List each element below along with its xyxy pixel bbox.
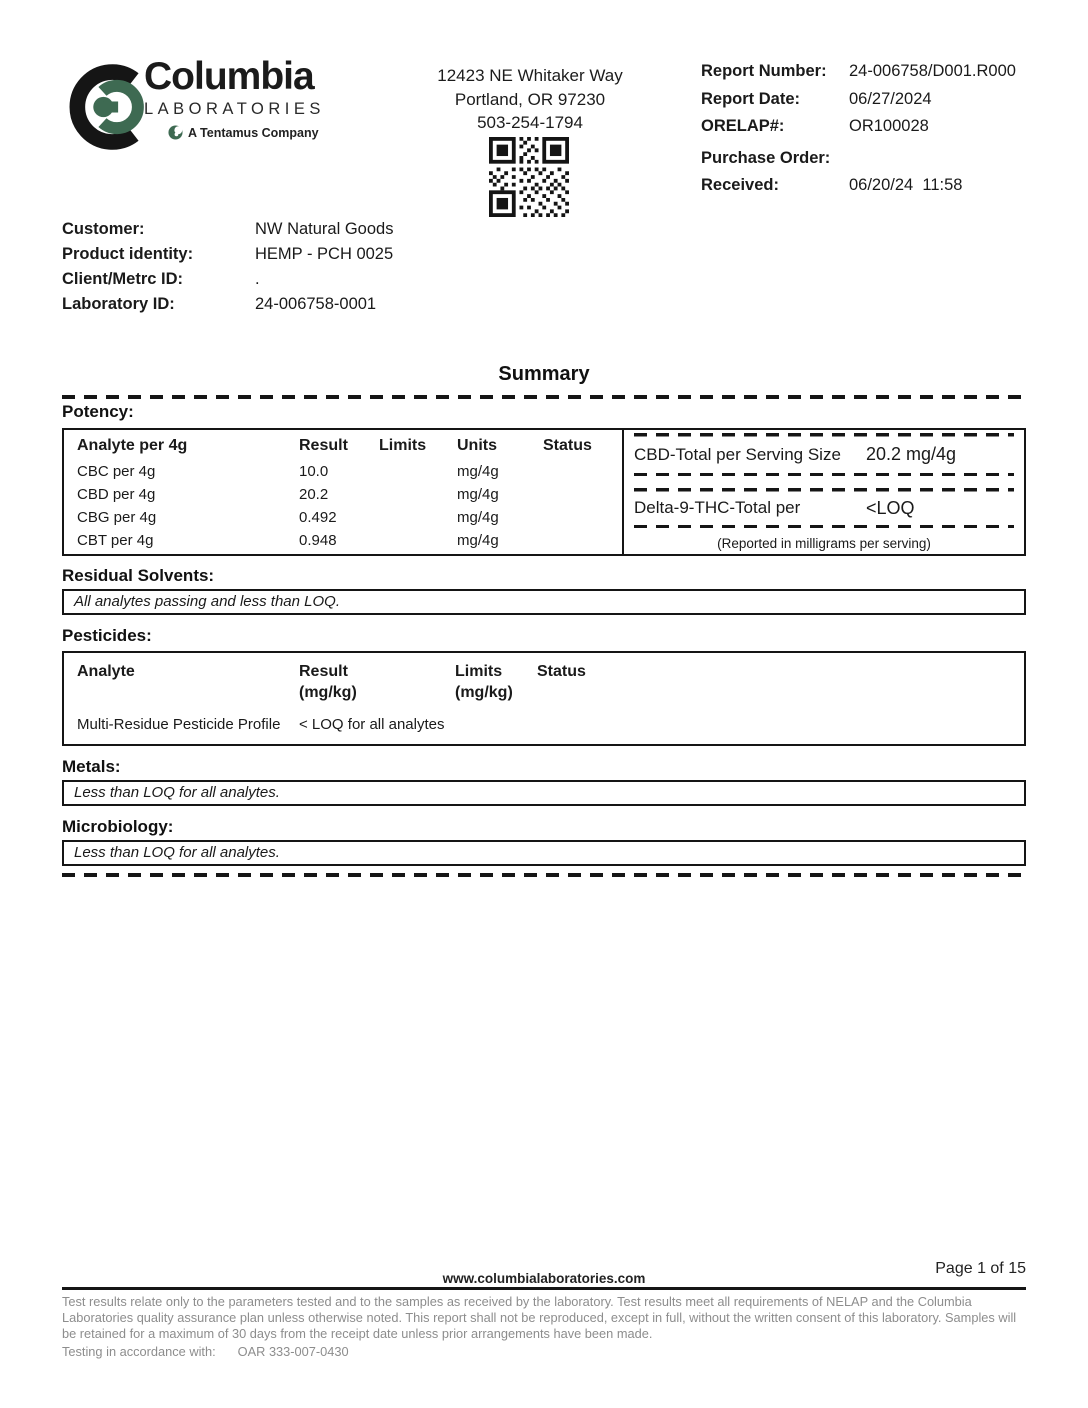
report-number-label: Report Number: (701, 62, 827, 80)
units-cell: mg/4g (457, 486, 499, 503)
page-number: Page 1 of 15 (935, 1260, 1026, 1277)
status-cell (543, 463, 622, 486)
qr-code-icon (489, 137, 569, 217)
potency-col-status: Status (543, 437, 592, 454)
dashed-divider-top (62, 395, 1026, 399)
purchase-order-label: Purchase Order: (701, 148, 831, 167)
analyte-cell: Multi-Residue Pesticide Profile (77, 716, 281, 733)
purchase-order-row (701, 149, 1031, 177)
cbd-total-row (634, 433, 1014, 476)
address-line1: 12423 NE Whitaker Way (437, 66, 623, 85)
potency-col-units: Units (457, 437, 497, 454)
address-line2: Portland, OR 97230 (454, 89, 606, 109)
footer (62, 1260, 1026, 1359)
limits-cell (455, 716, 537, 733)
table-row (77, 509, 622, 532)
accordance-label: Testing in accordance with: (62, 1344, 216, 1360)
metrc-id-value: . (255, 270, 260, 288)
orelap-row (701, 117, 1031, 145)
table-row (77, 486, 622, 509)
customer-row (62, 220, 562, 245)
potency-table (62, 428, 1026, 556)
pesticides-table (62, 651, 1026, 746)
tentamus-icon (168, 125, 183, 140)
accordance-row (62, 1344, 1026, 1359)
columbia-c-logo-icon (62, 61, 154, 153)
residual-solvents-heading: Residual Solvents: (62, 566, 215, 585)
metals-result: Less than LOQ for all analytes. (62, 780, 1026, 806)
orelap-label: ORELAP#: (701, 117, 785, 135)
summary-section (62, 363, 1026, 877)
report-date-value: 06/27/2024 (849, 89, 932, 108)
pest-col-status: Status (537, 663, 586, 680)
brand-tagline: A Tentamus Company (188, 125, 319, 140)
summary-title: Summary (498, 363, 590, 385)
limits-cell (379, 532, 457, 555)
result-cell: 10.0 (299, 463, 329, 480)
product-identity-row (62, 245, 562, 270)
potency-heading: Potency: (62, 402, 134, 421)
result-cell: 20.2 (299, 486, 329, 503)
received-label: Received: (701, 176, 779, 194)
table-row (77, 716, 1024, 733)
result-cell: < LOQ for all analytes (299, 716, 445, 733)
report-number-value: 24-006758/D001.R000 (849, 62, 1016, 80)
limits-cell (379, 486, 457, 509)
customer-label: Customer: (62, 220, 145, 238)
brand-name: Columbia (144, 55, 314, 98)
pest-col-limits: Limits (mg/kg) (455, 663, 513, 701)
status-cell (543, 532, 622, 555)
report-date-label: Report Date: (701, 89, 801, 108)
potency-header-row (77, 437, 622, 463)
potency-col-analyte: Analyte per 4g (77, 437, 188, 454)
lab-address (398, 64, 662, 135)
pest-col-analyte: Analyte (77, 663, 135, 680)
status-cell (543, 509, 622, 532)
laboratory-id-row (62, 295, 562, 320)
accordance-value: OAR 333-007-0430 (237, 1344, 349, 1360)
units-cell: mg/4g (457, 532, 499, 549)
pesticides-header-row (77, 661, 1024, 703)
table-row (77, 463, 622, 486)
address-phone: 503-254-1794 (477, 113, 583, 132)
thc-total-label: Delta-9-THC-Total per (634, 498, 801, 517)
metrc-id-label: Client/Metrc ID: (62, 270, 184, 288)
cbd-total-value: 20.2 mg/4g (866, 444, 957, 464)
pesticides-heading: Pesticides: (62, 626, 152, 645)
thc-total-row (634, 488, 1014, 528)
disclaimer-text: Test results relate only to the parameters tested and to the samples as received by the laboratory. Test results meet all requirements of NELAP and the Columbia Laboratories quality assurance plan unless otherwise noted. This report shall not be reproduced, except in full, without the written consent of this laboratory. Samples will be retained for a maximum of 30 days from the receipt date unless prior arrangements have been made. (62, 1294, 1017, 1341)
analyte-cell: CBG per 4g (77, 509, 157, 526)
limits-cell (379, 509, 457, 532)
microbiology-heading: Microbiology: (62, 817, 174, 836)
laboratory-id-label: Laboratory ID: (62, 295, 175, 313)
brand-subtitle: LABORATORIES (144, 100, 325, 118)
thc-total-value: <LOQ (866, 497, 915, 518)
report-number-row (701, 62, 1031, 90)
product-identity-label: Product identity: (62, 245, 194, 263)
residual-solvents-result: All analytes passing and less than LOQ. (62, 589, 1026, 615)
metrc-id-row (62, 270, 562, 295)
units-cell: mg/4g (457, 463, 499, 480)
result-cell: 0.948 (299, 532, 337, 549)
result-cell: 0.492 (299, 509, 337, 526)
potency-col-result: Result (299, 437, 348, 454)
analyte-cell: CBT per 4g (77, 532, 154, 549)
table-row (77, 532, 622, 555)
pest-col-result: Result (mg/kg) (299, 663, 357, 701)
product-identity-value: HEMP - PCH 0025 (255, 245, 394, 263)
status-cell (537, 716, 1024, 733)
report-info (701, 62, 1031, 204)
orelap-value: OR100028 (849, 117, 929, 135)
website-url: www.columbialaboratories.com (442, 1271, 646, 1286)
limits-cell (379, 463, 457, 486)
cbd-total-label: CBD-Total per Serving Size (634, 444, 841, 464)
report-date-row (701, 90, 1031, 118)
received-value: 06/20/24 11:58 (849, 176, 963, 194)
metals-heading: Metals: (62, 757, 121, 776)
potency-col-limits: Limits (379, 437, 427, 454)
totals-note: (Reported in milligrams per serving) (717, 536, 931, 551)
laboratory-id-value: 24-006758-0001 (255, 295, 377, 313)
analyte-cell: CBC per 4g (77, 463, 156, 480)
customer-info (62, 220, 562, 320)
microbiology-result: Less than LOQ for all analytes. (62, 840, 1026, 866)
received-row (701, 176, 1031, 204)
analyte-cell: CBD per 4g (77, 486, 156, 503)
status-cell (543, 486, 622, 509)
units-cell: mg/4g (457, 509, 499, 526)
totals-panel (622, 430, 1024, 554)
dashed-divider-bottom (62, 873, 1026, 877)
customer-value: NW Natural Goods (255, 220, 394, 238)
footer-divider (62, 1287, 1026, 1290)
